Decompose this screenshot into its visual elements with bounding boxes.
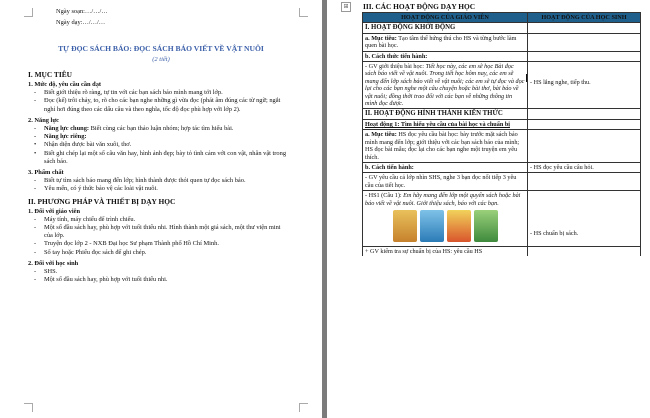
cell-student xyxy=(528,33,641,51)
list-item: - Một số đầu sách hay, phù hợp với tuổi thiếu nhi. Hình thành một giá sách, một thư viện mini của lớp. xyxy=(34,224,290,240)
list-item: - Biết giới thiệu rõ ràng, tự tin với các bạn sách báo mình mang tới lớp. xyxy=(34,89,290,97)
cell-teacher xyxy=(363,162,528,172)
method-label: b. Cách thức tiến hành: xyxy=(365,52,428,60)
teacher-text: - GV giới thiệu bài học: xyxy=(365,63,426,71)
header-student: HOẠT ĐỘNG CỦA HỌC SINH xyxy=(528,13,641,23)
subsection-student: 2. Đối với học sinh xyxy=(28,259,79,267)
table-row xyxy=(363,173,641,191)
subsection-qualities: 3. Phẩm chất xyxy=(28,169,64,177)
teacher-quote: Em hãy mang đến lớp một quyển sách hoặc bài báo viết về vật nuôi. Giới thiệu sách, báo với các bạn. xyxy=(365,192,521,207)
activity-subtitle: Hoạt động 1: Tìm hiểu yêu cầu của bài học và chuẩn bị xyxy=(365,120,510,128)
teacher-text: - GV yêu cầu cả lớp nhìn SHS, nghe 3 bạn đọc nối tiếp 3 yêu cầu của tiết học. xyxy=(365,174,517,189)
list-item: - Năng lực riêng: xyxy=(34,133,290,141)
cell-student xyxy=(528,23,641,33)
table-row xyxy=(363,162,641,172)
subsection-competence: 2. Năng lực xyxy=(28,116,59,124)
list-item xyxy=(34,125,290,133)
book-cover-image xyxy=(474,210,498,242)
list-item: • Nhận diện được bài văn xuôi, thơ. xyxy=(34,141,290,149)
crop-mark xyxy=(299,403,308,412)
list-item: - Một số đầu sách hay, phù hợp với tuổi thiếu nhi. xyxy=(34,276,290,284)
cell-student xyxy=(528,246,641,256)
activities-table xyxy=(362,12,641,256)
cell-student xyxy=(528,51,641,61)
table-header-row xyxy=(363,13,641,23)
section-methods: II. PHƯƠNG PHÁP VÀ THIẾT BỊ DẠY HỌC xyxy=(28,196,176,206)
subsection-teacher: 1. Đối với giáo viên xyxy=(28,207,81,215)
table-row xyxy=(363,130,641,163)
cell-teacher xyxy=(363,51,528,61)
student-text: - HS chuẩn bị sách. xyxy=(530,230,579,238)
text-cursor xyxy=(526,74,527,82)
lesson-title: TỰ ĐỌC SÁCH BÁO: ĐỌC SÁCH BÁO VIẾT VỀ VẬT NUÔI xyxy=(58,44,264,53)
date-prepared: Ngày soạn:…/…/… xyxy=(56,8,108,15)
list-item: - Máy tính, máy chiếu để trình chiếu. xyxy=(34,216,290,224)
book-illustration xyxy=(365,207,525,245)
crop-mark xyxy=(24,8,33,17)
list-item: - Sổ tay hoặc Phiếu đọc sách để ghi chép. xyxy=(34,249,290,257)
crop-mark xyxy=(299,8,308,17)
cell-teacher xyxy=(363,191,528,247)
teacher-text: + GV kiểm tra sự chuẩn bị của HS: yêu cầu HS xyxy=(365,247,483,255)
header-teacher: HOẠT ĐỘNG CỦA GIÁO VIÊN xyxy=(363,13,528,23)
table-row xyxy=(363,191,641,247)
method-label: b. Cách tiến hành: xyxy=(365,163,414,171)
teacher-text: - HS1 (Câu 1): xyxy=(365,192,404,200)
cell-teacher xyxy=(363,109,528,119)
book-cover-image xyxy=(393,210,417,242)
student-text: - HS đọc yêu cầu câu hỏi. xyxy=(530,163,594,171)
cell-student xyxy=(528,62,641,109)
lesson-subtitle: (2 tiết) xyxy=(152,56,170,63)
cell-teacher xyxy=(363,246,528,256)
move-handle-icon[interactable]: ⊞ xyxy=(341,2,351,12)
goal-label: a. Mục tiêu: xyxy=(365,34,397,42)
table-row xyxy=(363,119,641,129)
activity-title: I. HOẠT ĐỘNG KHỞI ĐỘNG xyxy=(365,24,456,32)
list-item: • Biết ghi chép lại một số câu văn hay, hình ảnh đẹp; bày tỏ tình cảm với con vật, nhân vật trong sách báo. xyxy=(34,150,290,166)
table-row xyxy=(363,62,641,109)
crop-mark xyxy=(24,403,33,412)
cell-teacher xyxy=(363,130,528,163)
cell-teacher xyxy=(363,173,528,191)
book-cover-image xyxy=(447,210,471,242)
goal-text: HS đọc yêu cầu bài học: bày trước mặt sách báo mình mang đến lớp; giới thiệu với các bạn sách báo của mình; HS đọc bài mẫu; đọc lại cho các bạn nghe một truyện em yêu thích. xyxy=(365,131,520,161)
left-body xyxy=(28,70,290,284)
cell-student xyxy=(528,173,641,191)
list-item: - Biết tự tìm sách báo mang đến lớp; hình thành được thói quen tự đọc sách báo. xyxy=(34,177,290,185)
table-row xyxy=(363,23,641,33)
cell-teacher xyxy=(363,62,528,109)
activity-title: II. HOẠT ĐỘNG HÌNH THÀNH KIẾN THỨC xyxy=(365,110,503,118)
book-cover-image xyxy=(420,210,444,242)
goal-label: a. Mục tiêu: xyxy=(365,131,397,139)
cell-student xyxy=(528,191,641,247)
cell-student xyxy=(528,109,641,119)
cell-student xyxy=(528,162,641,172)
list-item: - Yêu mến, có ý thức bảo vệ các loài vật nuôi. xyxy=(34,185,290,193)
goal-text: Tạo tâm thế hứng thú cho HS và từng bước làm quen bài học. xyxy=(365,34,517,50)
list-item: - SHS. xyxy=(34,268,290,276)
teacher-quote: Tiết học này, các em sẽ học Bài đọc sách báo viết về vật nuôi. Trong tiết học hôm nay, các em sẽ mang đến lớp sách báo viết về vật nuôi; các em sẽ tự đọc và đọc lại cho các bạn nghe một câu chuyện hoặc bài thơ, bài báo về vật nuôi; đồng thời trao đổi với các bạn về những thông tin mình đọc được. xyxy=(365,63,525,108)
table-row xyxy=(363,109,641,119)
label: Năng lực chung: xyxy=(44,125,90,133)
cell-teacher xyxy=(363,119,528,129)
table-row xyxy=(363,33,641,51)
list-item: - Truyện đọc lớp 2 - NXB Đại học Sư phạm Thành phố Hồ Chí Minh. xyxy=(34,240,290,248)
left-page xyxy=(0,0,322,418)
student-text: - HS lắng nghe, tiếp thu. xyxy=(530,79,591,87)
subsection-requirements: 1. Mức độ, yêu cầu cần đạt xyxy=(28,81,102,88)
cell-student xyxy=(528,119,641,129)
table-row xyxy=(363,51,641,61)
table-row xyxy=(363,246,641,256)
cell-student xyxy=(528,130,641,163)
list-item: - Đọc (kể) trôi chảy, to, rõ cho các bạn nghe những gì vừa đọc (phát âm đúng các từ ngữ; ngắt nghỉ hơi đúng theo các dấu câu và theo nghĩa, tốc độ đọc phù hợp với lớp 2). xyxy=(34,97,290,113)
date-taught: Ngày dạy:…/…/… xyxy=(56,19,106,26)
cell-teacher xyxy=(363,23,528,33)
section-objectives: I. MỤC TIÊU xyxy=(28,70,73,79)
text: Biết cùng các bạn thảo luận nhóm; hợp tác tìm hiểu bài. xyxy=(89,125,234,133)
activities-heading: III. CÁC HOẠT ĐỘNG DẠY HỌC xyxy=(363,2,476,11)
right-page xyxy=(327,0,650,418)
cell-teacher xyxy=(363,33,528,51)
